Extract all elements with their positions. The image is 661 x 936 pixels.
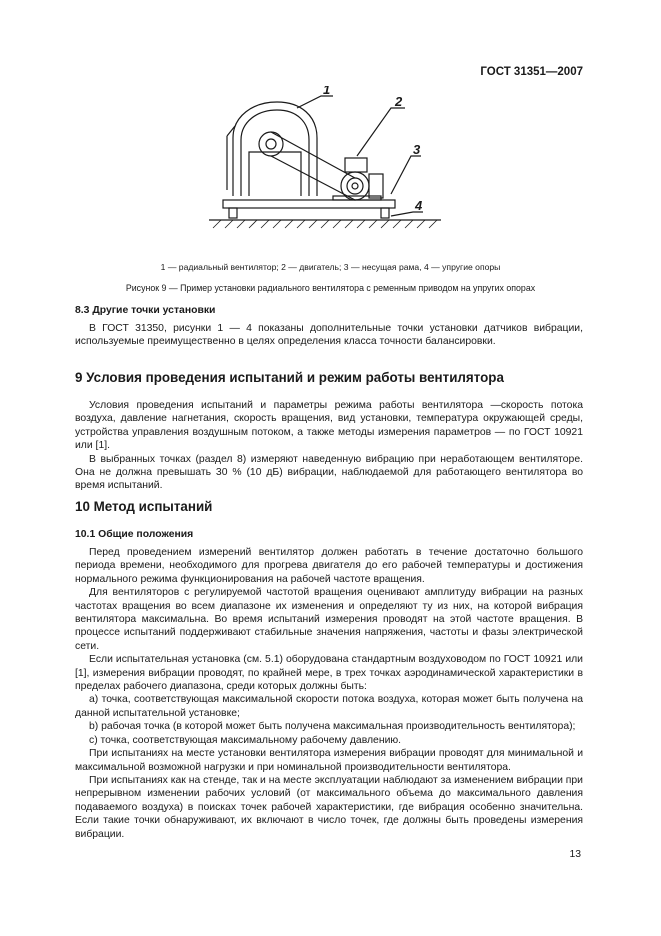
section-10-title: 10 Метод испытаний — [75, 499, 213, 514]
paragraph: Условия проведения испытаний и параметры режима работы вентилятора —скорость потока воздуха, давление нагнетания, скорость вращения, вид установки, температура окружающей среды, устройства управления воздушным потоком, а также методы измерения параметров — по ГОСТ 10921 или [1]. — [75, 400, 583, 452]
paragraph: При испытаниях на месте установки вентилятора измерения вибрации проводят для минимальной и максимальной возможной нагрузки и при номинальной производительности вентилятора. — [75, 748, 583, 773]
section-9-body — [75, 399, 583, 493]
section-8-3-title: 8.3 Другие точки установки — [75, 305, 216, 316]
figure-label-1: 1 — [323, 86, 331, 97]
figure-caption: Рисунок 9 — Пример установки радиального вентилятора с ременным приводом на упругих опорах — [125, 283, 536, 293]
figure-label-2: 2 — [395, 94, 403, 109]
fan-installation-figure — [205, 86, 445, 246]
section-9-title: 9 Условия проведения испытаний и режим работы вентилятора — [75, 370, 504, 385]
document-code: ГОСТ 31351—2007 — [480, 66, 583, 78]
paragraph: При испытаниях как на стенде, так и на месте эксплуатации наблюдают за изменением вибрации при непрерывном изменении рабочих условий (от максимального объема до максимального давления подаваемого воздуха) в поисках точек рабочей характеристики, где вибрация особенно значительна. Если такие точки обнаруживают, их включают в число точек, где должны быть проведены измерения вибрации. — [75, 774, 583, 840]
paragraph: Если испытательная установка (см. 5.1) оборудована стандартным воздуховодом по ГОСТ 10921 или [1], измерения вибрации проводят, по крайней мере, в трех точках аэродинамической характеристики в пределах рабочего диапазона, среди которых должны быть: — [75, 654, 583, 693]
section-8-3-body — [75, 322, 583, 349]
list-item: с) точка, соответствующая максимальному рабочему давлению. — [89, 734, 402, 746]
list-item: а) точка, соответствующая максимальной скорости потока воздуха, которая может быть получена на данной испытательной установке; — [75, 694, 583, 719]
paragraph: В ГОСТ 31350, рисунки 1 — 4 показаны дополнительные точки установки датчиков вибрации, используемые преимущественно в целях определения класса точности балансировки. — [75, 323, 583, 348]
list-item: b) рабочая точка (в которой может быть получена максимальная производительность вентилятора); — [89, 721, 576, 733]
page-number: 13 — [569, 849, 581, 860]
figure-label-4: 4 — [415, 198, 423, 213]
section-10-1-body — [75, 546, 583, 841]
paragraph: Перед проведением измерений вентилятор должен работать в течение достаточно большого периода времени, необходимого для прогрева двигателя до его рабочей температуры и достижения нормального режима функционирования на рабочей частоте вращения. — [75, 547, 583, 585]
figure-legend: 1 — радиальный вентилятор; 2 — двигатель; 3 — несущая рама, 4 — упругие опоры — [160, 262, 501, 272]
paragraph: В выбранных точках (раздел 8) измеряют наведенную вибрацию при неработающем вентиляторе. Она не должна превышать 30 % (10 дБ) вибрации, наблюдаемой для работающего вентилятора во время испытаний. — [75, 453, 583, 492]
figure-label-3: 3 — [413, 142, 421, 157]
section-10-1-title: 10.1 Общие положения — [75, 529, 194, 540]
paragraph: Для вентиляторов с регулируемой частотой вращения оценивают амплитуду вибрации на разных частотах вращения во всем диапазоне их изменения и определяют ту из них, на которой вибрация вентилятора максимальна. Во время испытаний измерения проводят на этой частоте вращения. В процессе испытаний поддерживают стабильные значения напряжения, частоты и фазы электрической сети. — [75, 587, 583, 652]
